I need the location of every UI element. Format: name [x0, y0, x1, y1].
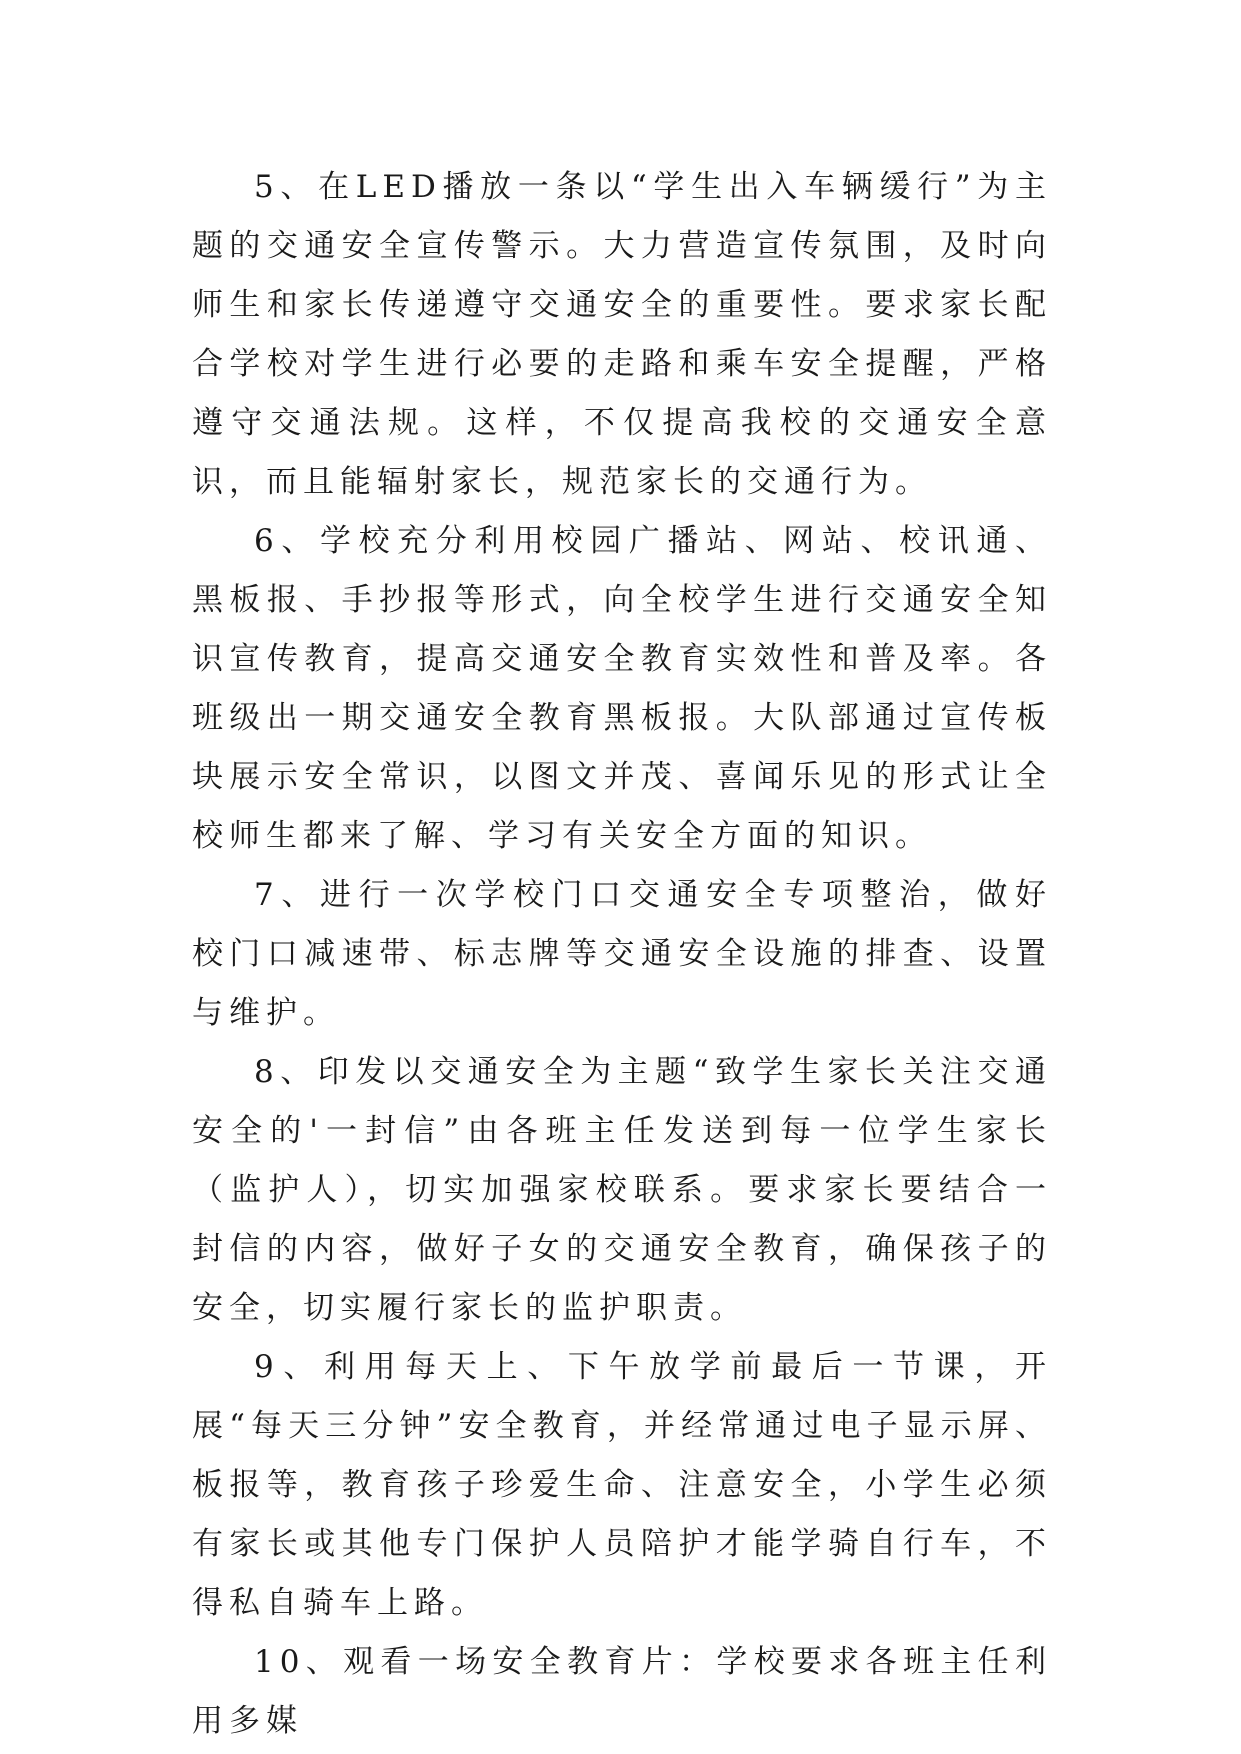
paragraph-item-10: 10、观看一场安全教育片：学校要求各班主任利用多媒 — [192, 1644, 1052, 1739]
paragraph-item-5: 5、在LED播放一条以“学生出入车辆缓行”为主题的交通安全宣传警示。大力营造宣传氛围，及时向师生和家长传递遵守交通安全的重要性。要求家长配合学校对学生进行必要的走路和乘车安全提醒，严格遵守交通法规。这样，不仅提高我校的交通安全意识，而且能辐射家长，规范家长的交通行为。 — [192, 169, 1052, 500]
paragraph-item-7: 7、进行一次学校门口交通安全专项整治，做好校门口减速带、标志牌等交通安全设施的排查、设置与维护。 — [192, 877, 1052, 1031]
paragraph-item-6: 6、学校充分利用校园广播站、网站、校讯通、黑板报、手抄报等形式，向全校学生进行交通安全知识宣传教育，提高交通安全教育实效性和普及率。各班级出一期交通安全教育黑板报。大队部通过宣传板块展示安全常识，以图文并茂、喜闻乐见的形式让全校师生都来了解、学习有关安全方面的知识。 — [192, 523, 1052, 854]
paragraph-item-9: 9、利用每天上、下午放学前最后一节课，开展“每天三分钟”安全教育，并经常通过电子显示屏、板报等，教育孩子珍爱生命、注意安全，小学生必须有家长或其他专门保护人员陪护才能学骑自行车，不得私自骑车上路。 — [192, 1349, 1052, 1621]
paragraph-item-8: 8、印发以交通安全为主题“致学生家长关注交通安全的'一封信”由各班主任发送到每一位学生家长（监护人），切实加强家校联系。要求家长要结合一封信的内容，做好子女的交通安全教育，确保孩子的安全，切实履行家长的监护职责。 — [192, 1054, 1052, 1326]
document-body — [192, 158, 1052, 1751]
